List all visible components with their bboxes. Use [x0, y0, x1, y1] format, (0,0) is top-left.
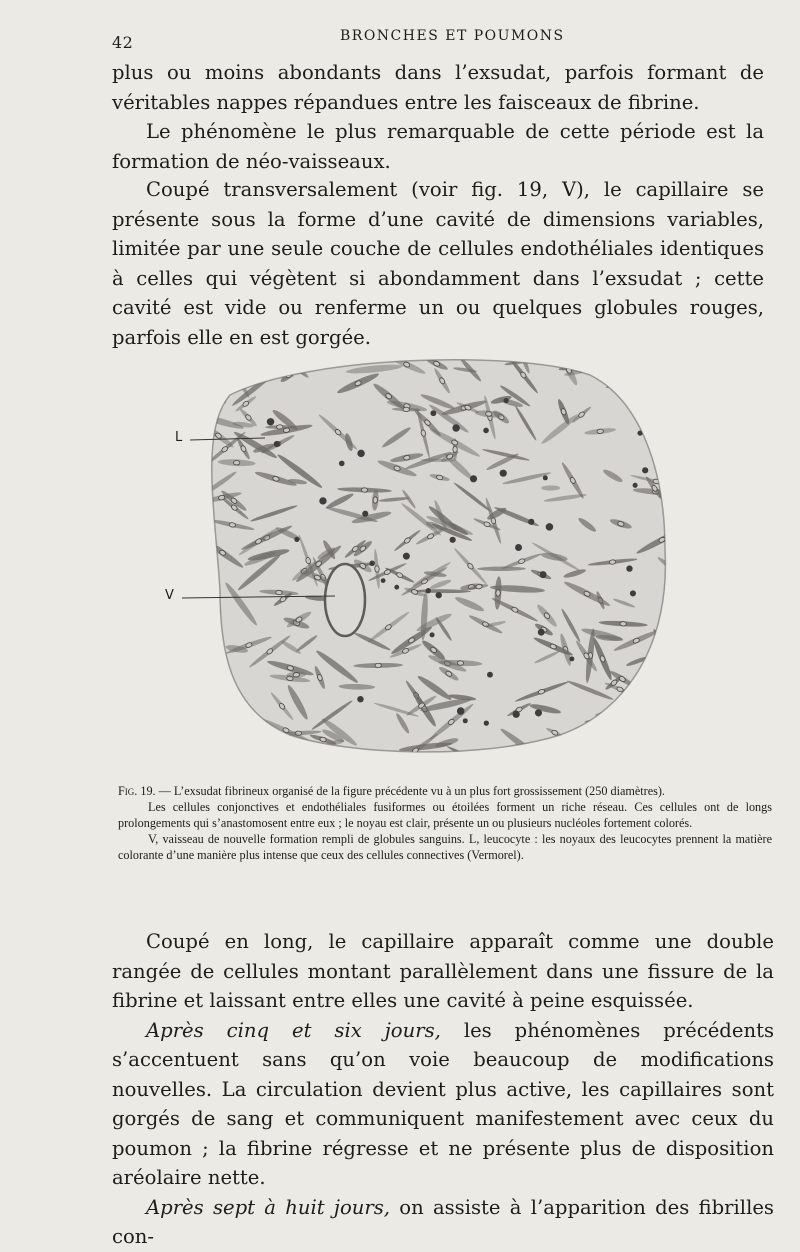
fibre-cell — [641, 354, 672, 368]
cell-nucleus — [485, 411, 492, 416]
cell-nucleus — [233, 460, 240, 465]
leucocyte-nucleus — [569, 656, 574, 661]
leucocyte-nucleus — [369, 560, 375, 566]
leucocyte-nucleus — [626, 565, 632, 571]
leucocyte-nucleus — [430, 632, 435, 637]
caption-fig-ref: Fig. 19. — [118, 784, 156, 798]
cell-nucleus — [221, 721, 228, 729]
leucocyte-nucleus — [515, 544, 522, 551]
italic-lead-7-8: Après sept à huit jours, — [146, 1195, 391, 1219]
paragraph-five-six-days — [112, 1016, 774, 1193]
cell-nucleus — [361, 488, 368, 493]
cell-nucleus — [661, 419, 669, 426]
fibre-cell — [208, 700, 240, 751]
fibre-cell — [652, 636, 680, 650]
cell-nucleus — [293, 672, 300, 677]
leucocyte-nucleus — [381, 578, 386, 583]
leucocyte-nucleus — [457, 707, 465, 715]
leucocyte-nucleus — [463, 718, 468, 723]
vessel-v — [325, 564, 365, 636]
leucocyte-nucleus — [394, 585, 399, 590]
fibre-cell — [647, 409, 680, 435]
leucocyte-nucleus — [294, 537, 299, 542]
fibre-cell — [660, 357, 680, 369]
cell-nucleus — [276, 590, 283, 595]
leucocyte-nucleus — [362, 511, 368, 517]
leucocyte-nucleus — [452, 424, 459, 431]
fibre-cell — [242, 720, 268, 760]
cell-nucleus — [645, 358, 652, 364]
fibre-cell — [613, 368, 642, 377]
cell-nucleus — [609, 559, 616, 564]
leucocyte-nucleus — [484, 721, 489, 726]
fibre-cell — [632, 354, 667, 368]
leucocyte-nucleus — [426, 588, 431, 593]
paragraph-6-rest: on assiste à l’apparition des fibrilles con- — [112, 1195, 774, 1248]
fibre-cell — [663, 693, 668, 711]
caption-title: — L’exsudat fibrineux organisé de la figure précédente vu à un plus fort grossissement (250 diamètres). — [155, 784, 665, 798]
histology-drawing — [160, 350, 680, 760]
caption-line-3: V, vaisseau de nouvelle formation rempli de globules sanguins. L, leucocyte : les noyaux des leucocytes prennent la matière colorante d’une manière plus intense que ceux des cellules connectives (Vermorel). — [118, 832, 772, 862]
fibre-cell — [605, 368, 648, 390]
fibre-cell — [339, 754, 358, 760]
cell-nucleus — [663, 488, 671, 495]
cell-nucleus — [210, 660, 217, 668]
fibre-cell — [656, 743, 680, 760]
fibre-cell — [652, 628, 669, 652]
leucocyte-nucleus — [357, 450, 364, 457]
cell-nucleus — [593, 719, 600, 724]
leucocyte-nucleus — [450, 537, 456, 543]
leucocyte-nucleus — [543, 475, 548, 480]
fibre-cell — [645, 390, 679, 414]
paragraph-neovessels: Le phénomène le plus remarquable de cette période est la formation de néo-vaisseaux. — [112, 120, 764, 173]
figure-caption — [118, 783, 772, 863]
leucocyte-nucleus — [535, 709, 542, 716]
cell-nucleus — [496, 590, 501, 597]
leucocyte-nucleus — [319, 497, 326, 504]
fibre-cell — [239, 732, 281, 760]
fibre-cell — [273, 746, 308, 760]
leucocyte-nucleus — [267, 418, 274, 425]
cell-nucleus — [375, 663, 381, 668]
cell-nucleus — [657, 636, 664, 644]
leucocyte-nucleus — [357, 696, 363, 702]
leucocyte-nucleus — [470, 475, 477, 482]
leucocyte-nucleus — [430, 410, 436, 416]
fibre-cell — [251, 352, 294, 378]
leucocyte-nucleus — [538, 629, 545, 636]
fibre-cell — [649, 691, 672, 705]
cell-nucleus — [602, 739, 608, 743]
leucocyte-nucleus — [274, 441, 280, 447]
page-number: 42 — [112, 33, 134, 52]
cell-nucleus — [269, 362, 277, 369]
leucocyte-nucleus — [339, 461, 345, 467]
caption-line-2: Les cellules conjonctives et endothéliales fusiformes ou étoilées forment un riche réseau. Ces cellules ont de longs prolongements qui s’anastomosent entre eux ; le noyau est clair, présente un ou plusieurs nucléoles fortement colorés. — [118, 800, 772, 830]
leucocyte-nucleus — [483, 428, 489, 434]
cell-nucleus — [620, 621, 627, 626]
cell-nucleus — [373, 497, 378, 504]
label-v: V — [165, 588, 174, 603]
leucocyte-nucleus — [539, 571, 546, 578]
running-title: BRONCHES ET POUMONS — [340, 28, 565, 44]
paragraph-continuation: plus ou moins abondants dans l’exsudat, parfois formant de véritables nappes répandues entre les faisceaux de fibrine. — [112, 61, 764, 114]
leucocyte-nucleus — [504, 398, 509, 403]
cell-nucleus — [671, 361, 678, 367]
paragraph-transverse-section: Coupé transversalement (voir fig. 19, V), le capillaire se présente sous la forme d’une cavité de dimensions variables, limitée par une seule couche de cellules endothéliales identiques à celles qui végètent si abondamment dans l’exsudat ; cette cavité est vide ou renferme un ou quelques globules rouges, parfois elle en est gorgée. — [112, 178, 764, 349]
leucocyte-nucleus — [403, 553, 410, 560]
paragraph-5-rest: les phénomènes précédents s’accentuent sans qu’on voie beaucoup de modifications nouvelles. La circulation devient plus active, les capillaires sont gorgés de sang et communiquent manifestement avec ceux du poumon ; la fibrine régresse et ne présente plus de disposition aréolaire nette. — [112, 1018, 774, 1189]
fibre-cell — [642, 375, 649, 394]
paragraph-seven-eight-days — [112, 1193, 774, 1252]
leucocyte-nucleus — [513, 711, 520, 718]
leucocyte-nucleus — [633, 483, 638, 488]
leucocyte-nucleus — [642, 467, 648, 473]
italic-lead-5-6: Après cinq et six jours, — [146, 1018, 441, 1042]
cell-nucleus — [657, 695, 665, 702]
fibre-cell — [606, 363, 614, 383]
paragraph-longitudinal: Coupé en long, le capillaire apparaît comme une double rangée de cellules montant parallèlement dans une fissure de la fibrine et laissant entre elles une cavité à peine esquissée. — [112, 930, 774, 1012]
cell-nucleus — [457, 661, 464, 666]
leucocyte-nucleus — [630, 590, 636, 596]
leucocyte-nucleus — [436, 592, 442, 598]
cell-nucleus — [663, 699, 668, 706]
cell-nucleus — [607, 369, 612, 376]
cell-nucleus — [663, 471, 671, 478]
fibre-cell — [285, 356, 304, 366]
cell-nucleus — [476, 584, 483, 589]
cell-nucleus — [597, 429, 604, 434]
leucocyte-nucleus — [546, 523, 554, 531]
lower-text — [112, 927, 774, 1252]
cell-nucleus — [345, 756, 353, 760]
leucocyte-nucleus — [528, 519, 534, 525]
label-l: L — [175, 430, 183, 445]
cell-nucleus — [403, 407, 410, 412]
figure-19-illustration — [160, 350, 680, 760]
fibre-cell — [657, 467, 678, 482]
cell-nucleus — [579, 364, 586, 369]
leucocyte-nucleus — [487, 672, 493, 678]
fibre-cell — [588, 740, 622, 744]
caption-line-1 — [118, 783, 772, 799]
fibre-cell — [625, 362, 656, 380]
cell-nucleus — [256, 745, 264, 752]
cell-nucleus — [252, 741, 259, 749]
cell-nucleus — [653, 358, 660, 364]
leucocyte-nucleus — [500, 470, 507, 477]
cell-nucleus — [374, 566, 379, 573]
